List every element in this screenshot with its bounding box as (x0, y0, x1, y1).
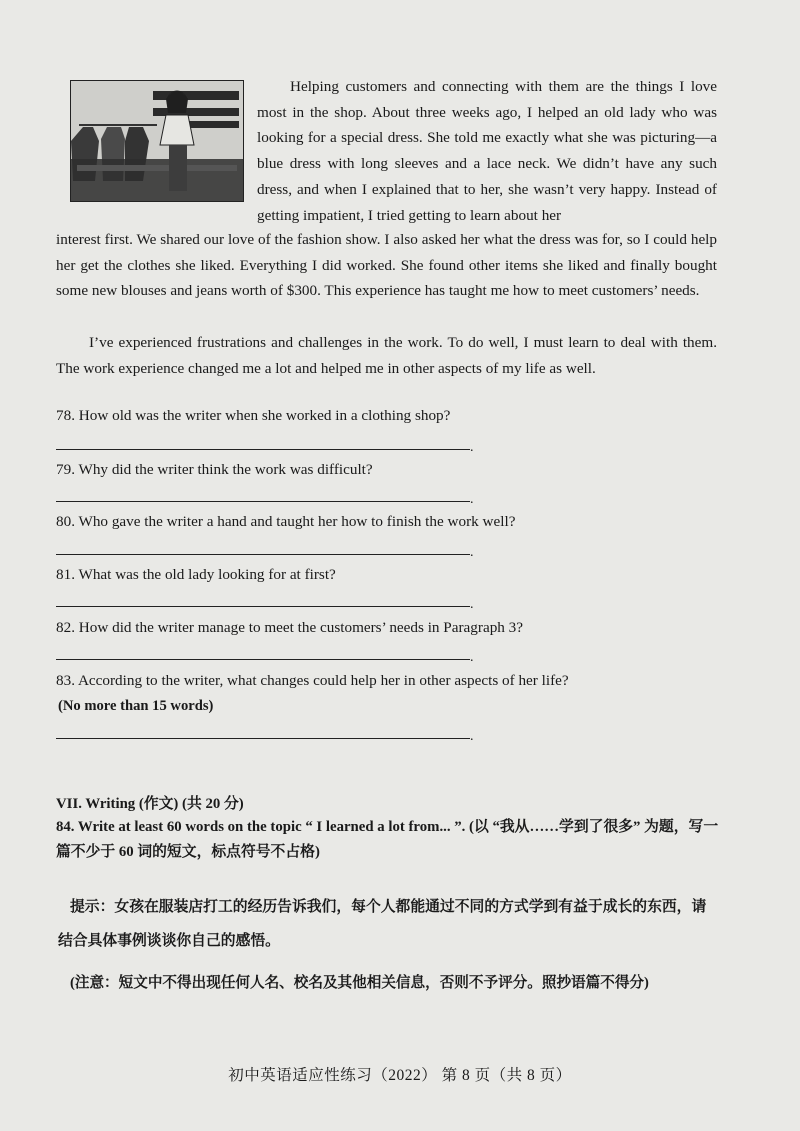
answer-line-81[interactable] (56, 606, 470, 607)
passage-paragraph-1: Helping customers and connecting with them are the things I love most in the shop. About three weeks ago, I helped an old lady who was looking for a special dress. She told me exactly what she was picturing—a blue dress with long sleeves and a lace neck. We didn’t have any such dress, and when I explained that to her, she wasn’t very happy. Instead of getting impatient, I tried getting to learn about her (257, 78, 717, 224)
shop-assistant-illustration (70, 80, 244, 202)
passage-paragraph-1-continued: interest first. We shared our love of the fashion show. I also asked her what the dress was for, so I could help her get the clothes she liked. Everything I did worked. She found other items she liked and finally bought some new blouses and jeans worth of $300. This experience has taught me how to meet customers’ needs. (56, 231, 717, 300)
question-78: 78. How old was the writer when she worked in a clothing shop? (56, 407, 451, 424)
answer-line-end: . (470, 492, 474, 507)
answer-line-end: . (470, 597, 474, 612)
word-limit-note: (No more than 15 words) (58, 698, 214, 714)
clothing-shop-picture (71, 81, 243, 201)
writing-hint: 提示：女孩在服装店打工的经历告诉我们，每个人都能通过不同的方式学到有益于成长的东西，请结合具体事例谈谈你自己的感悟。 (58, 899, 707, 949)
question-83: 83. According to the writer, what changes could help her in other aspects of her life? (56, 672, 569, 689)
writing-section-heading: VII. Writing (作文) (共 20 分) (56, 796, 244, 812)
answer-line-82[interactable] (56, 659, 470, 660)
question-79: 79. Why did the writer think the work was difficult? (56, 461, 373, 478)
writing-attention-note: (注意：短文中不得出现任何人名、校名及其他相关信息，否则不予评分。照抄语篇不得分) (70, 975, 649, 991)
question-80: 80. Who gave the writer a hand and taught her how to finish the work well? (56, 513, 516, 530)
writing-task: 84. Write at least 60 words on the topic “ I learned a lot from... ”. (以 “我从……学到了很多” 为题，写一篇不少于 60 词的短文，标点符号不占格) (56, 819, 719, 860)
answer-line-78[interactable] (56, 449, 470, 450)
question-81: 81. What was the old lady looking for at first? (56, 566, 336, 583)
answer-line-end: . (470, 729, 474, 744)
answer-line-end: . (470, 545, 474, 560)
question-82: 82. How did the writer manage to meet the customers’ needs in Paragraph 3? (56, 619, 524, 636)
passage-paragraph-2: I’ve experienced frustrations and challenges in the work. To do well, I must learn to deal with them. The work experience changed me a lot and helped me in other aspects of my life as well. (56, 334, 717, 377)
page-footer: 初中英语适应性练习（2022） 第 8 页（共 8 页） (228, 1067, 572, 1084)
answer-line-end: . (470, 440, 474, 455)
answer-line-80[interactable] (56, 554, 470, 555)
answer-line-79[interactable] (56, 501, 470, 502)
answer-line-83[interactable] (56, 738, 470, 739)
answer-line-end: . (470, 650, 474, 665)
